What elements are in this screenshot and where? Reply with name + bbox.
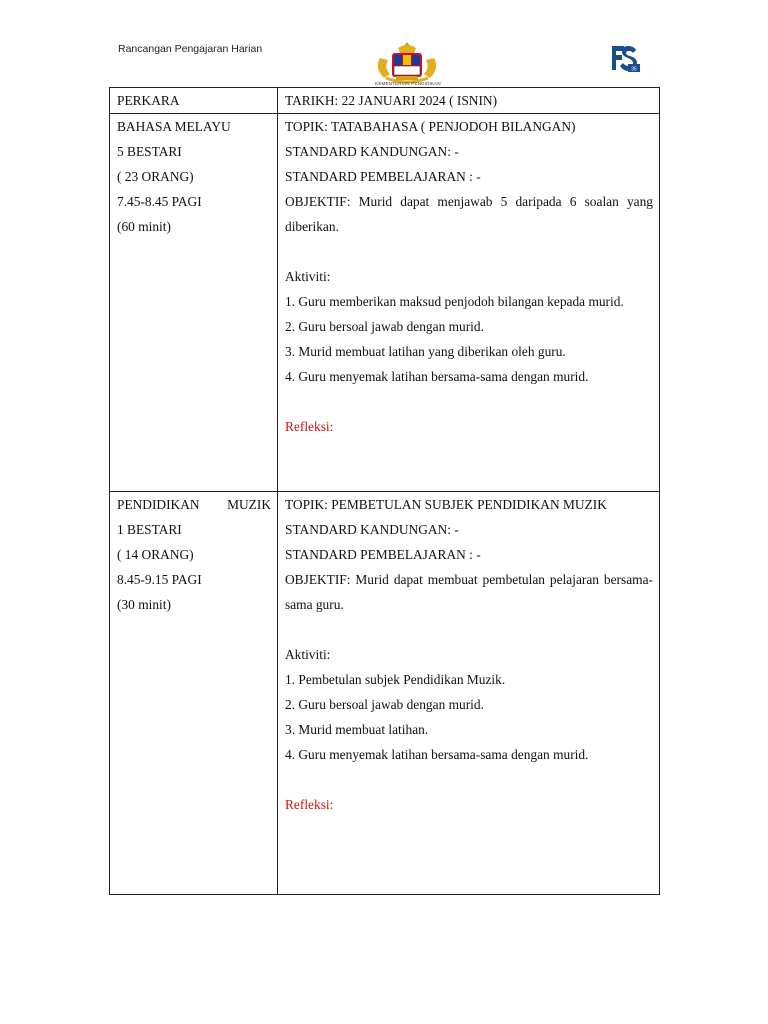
activity-item: 3. Murid membuat latihan. [285,722,429,737]
col-header-perkara: PERKARA [110,88,278,114]
activity-item: 2. Guru bersoal jawab dengan murid. [285,319,484,334]
school-logo-icon [606,42,642,76]
standard-kandungan: STANDARD KANDUNGAN: - [285,522,459,537]
activity-item: 1. Guru memberikan maksud penjodoh bilangan kepada murid. [285,294,624,309]
duration: (60 minit) [117,219,171,234]
table-row [110,492,660,895]
class-name: 1 BESTARI [117,522,182,537]
svg-text:35: 35 [631,66,637,73]
objective: OBJEKTIF: Murid dapat menjawab 5 daripada 6 soalan yang diberikan. [285,194,653,234]
activity-item: 3. Murid membuat latihan yang diberikan oleh guru. [285,344,566,359]
activity-item: 2. Guru bersoal jawab dengan murid. [285,697,484,712]
topic: TOPIK: PEMBETULAN SUBJEK PENDIDIKAN MUZIK [285,497,607,512]
reflection-label: Refleksi: [285,419,334,434]
student-count: ( 23 ORANG) [117,169,194,184]
reflection-label: Refleksi: [285,797,334,812]
subject-name: BAHASA MELAYU [117,119,231,134]
time-slot: 7.45-8.45 PAGI [117,194,202,209]
table-row [110,114,660,492]
lesson-plan-table [109,87,660,895]
document-header-title: Rancangan Pengajaran Harian [118,43,263,55]
activity-label: Aktiviti: [285,647,331,662]
lesson-detail-cell [278,492,660,895]
subject-name: PENDIDIKAN MUZIK [117,497,271,512]
duration: (30 minit) [117,597,171,612]
standard-pembelajaran: STANDARD PEMBELAJARAN : - [285,169,481,184]
objective: OBJEKTIF: Murid dapat membuat pembetulan pelajaran bersama-sama guru. [285,572,653,612]
lesson-info-cell [110,492,278,895]
standard-pembelajaran: STANDARD PEMBELAJARAN : - [285,547,481,562]
standard-kandungan: STANDARD KANDUNGAN: - [285,144,459,159]
table-header-row [110,88,660,114]
class-name: 5 BESTARI [117,144,182,159]
student-count: ( 14 ORANG) [117,547,194,562]
topic: TOPIK: TATABAHASA ( PENJODOH BILANGAN) [285,119,576,134]
lesson-detail-cell [278,114,660,492]
activity-item: 4. Guru menyemak latihan bersama-sama dengan murid. [285,747,589,762]
activity-item: 4. Guru menyemak latihan bersama-sama dengan murid. [285,369,589,384]
time-slot: 8.45-9.15 PAGI [117,572,202,587]
activity-label: Aktiviti: [285,269,331,284]
lesson-info-cell [110,114,278,492]
crest-caption: KEMENTERIAN PENDIDIKAN [375,81,441,86]
col-header-tarikh: TARIKH: 22 JANUARI 2024 ( ISNIN) [278,88,660,114]
activity-item: 1. Pembetulan subjek Pendidikan Muzik. [285,672,506,687]
